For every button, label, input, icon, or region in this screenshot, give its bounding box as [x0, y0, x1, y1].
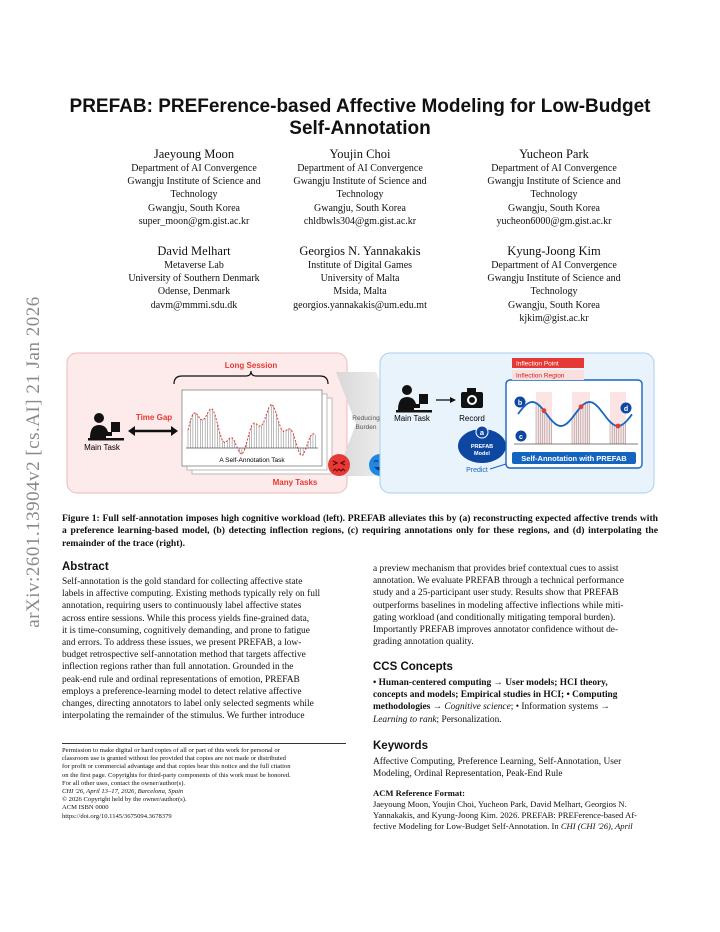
abstract-line: peak-end rule and ordinal representations of emotion, PREFAB [62, 674, 300, 685]
author-card [262, 243, 458, 312]
acm-ref-line-3b: CHI (CHI '26), April [560, 821, 633, 832]
abstract-line: Self-annotation is the gold standard for collecting affective state [62, 577, 303, 587]
author-affiliation: Department of AI Convergence [491, 260, 617, 271]
title-line-2: Self-Annotation [289, 118, 431, 139]
author-affiliation: Gwangju, South Korea [508, 202, 600, 214]
author-affiliation: Msida, Malta [333, 286, 387, 298]
abstract-line: gating workload (and conditionally mitigating temporal burden). [373, 612, 616, 623]
author-name: Kyung-Joong Kim [507, 244, 601, 258]
model-label: Model [474, 451, 490, 457]
badge-d-label: d [623, 406, 629, 413]
abstract-line: employs a preference-learning model to detect relative affective [62, 686, 302, 697]
ccs-line-4 [373, 714, 658, 726]
permission-notice [62, 747, 346, 788]
paper-title [60, 96, 660, 140]
permission-line: for profit or commercial advantage and that copies bear this notice and the full citation [62, 763, 291, 771]
isbn: ACM ISBN 0000 [62, 804, 109, 812]
abstract-line: budget retrospective self-annotation method that targets affective [62, 650, 306, 661]
author-affiliation: Gwangju Institute of Science and [127, 176, 261, 188]
author-name: Jaeyoung Moon [153, 147, 235, 161]
author-name: Youjin Choi [329, 147, 391, 161]
footnote-rule [62, 743, 346, 744]
acm-ref-line-3a: fective Modeling for Low-Budget Self-Annotation. In [373, 821, 561, 832]
abstract-line: a preview mechanism that provides brief contextual cues to assist [373, 564, 619, 574]
author-affiliation: Gwangju Institute of Science and [487, 176, 621, 188]
author-affiliation: Department of AI Convergence [491, 163, 617, 174]
abstract-line: interpolating the remainder of the stimulus. We further introduce [62, 711, 305, 722]
ccs-line-4b: ; Personalization. [436, 714, 502, 725]
abstract-line: across entire sessions. While this process yields fine-grained data, [62, 613, 310, 624]
author-affiliation: Odense, Denmark [157, 286, 231, 298]
author-affiliation: Gwangju Institute of Science and [293, 176, 427, 188]
doi-link[interactable]: https://doi.org/10.1145/3675094.3678379 [62, 812, 172, 820]
stressed-face-icon [328, 454, 350, 476]
many-tasks-label: Many Tasks [272, 478, 318, 487]
author-affiliation: University of Malta [320, 273, 400, 285]
abstract-line: and errors. To address these issues, we present PREFAB, a low- [62, 638, 302, 649]
keywords-line-2: Modeling, Ordinal Representation, Peak-End Rule [373, 769, 563, 780]
venue: CHI '26, April 13–17, 2026, Barcelona, Spain [62, 788, 184, 795]
figure-caption: Figure 1: Full self-annotation imposes high cognitive workload (left). PREFAB alleviates this by (a) reconstructing expected affective trends with a preference learning-based model, (b) detecting inflection regions, (c) requiring annotations only for these regions, and (d) interpolating the remainder of the trace (right). [62, 513, 658, 549]
author-card [456, 146, 652, 228]
acm-ref-line-3 [373, 821, 658, 832]
abstract-line: Importantly PREFAB improves annotator confidence without de- [373, 625, 619, 636]
badge-b-label: b [517, 400, 523, 407]
author-email[interactable]: chldbwls304@gm.gist.ac.kr [303, 215, 417, 227]
ccs-line-3c: ; • Information systems → [510, 702, 610, 713]
arxiv-identifier [16, 262, 52, 662]
ccs-line-3a: methodologies → [373, 702, 445, 713]
acm-ref-line-2: Yannakakis, and Kyung-Joong Kim. 2026. PREFAB: PREFerence-based Af- [373, 810, 637, 821]
author-email[interactable]: davm@mmmi.sdu.dk [150, 299, 238, 311]
long-session-label: Long Session [224, 361, 278, 370]
abstract-line: outperforms baselines in modeling affective inflections while miti- [373, 600, 624, 611]
author-affiliation: Technology [530, 189, 578, 201]
ccs-concepts [373, 677, 658, 726]
author-affiliation: Technology [336, 189, 384, 201]
annotation-task-card [182, 390, 322, 466]
ccs-line-4a: Learning to rank [373, 714, 437, 725]
burden-label: Burden [355, 424, 377, 431]
abstract-line: changes, directing annotators to label only selected segments while [62, 699, 314, 710]
abstract-left-column [62, 576, 346, 722]
abstract-line: it is time-consuming, cognitively demanding, and prone to fatigue [62, 625, 310, 636]
author-affiliation: Gwangju Institute of Science and [487, 273, 621, 285]
legend-region-label: Inflection Region [516, 372, 565, 380]
keywords [373, 756, 658, 780]
author-email[interactable]: yucheon6000@gm.gist.ac.kr [496, 215, 612, 227]
keywords-line-1: Affective Computing, Preference Learning, Self-Annotation, User [373, 757, 622, 767]
author-affiliation: Technology [170, 189, 218, 201]
self-annotation-prefab-label: Self-Annotation with PREFAB [521, 454, 627, 463]
abstract-right-column [373, 563, 658, 648]
abstract-line: annotation. We evaluate PREFAB through a technical performance [373, 576, 624, 587]
legend-point-label: Inflection Point [516, 360, 559, 368]
author-affiliation: Department of AI Convergence [131, 163, 257, 174]
ccs-line-2: concepts and models; Empirical studies in HCI; • Computing [373, 690, 618, 701]
author-affiliation: Technology [530, 286, 578, 298]
badge-a-label: a [479, 428, 485, 437]
publication-info [62, 788, 346, 821]
abstract-line: study and a 25-participant user study. Results show that PREFAB [373, 588, 619, 599]
ccs-heading: CCS Concepts [373, 661, 453, 673]
author-email[interactable]: kjkim@gist.ac.kr [519, 312, 589, 324]
author-affiliation: Metaverse Lab [164, 260, 224, 271]
record-label: Record [459, 414, 485, 423]
acm-ref-heading: ACM Reference Format: [373, 788, 465, 798]
main-task-label: Main Task [84, 443, 120, 452]
permission-line: on the first page. Copyrights for third-party components of this work must be honored. [62, 771, 291, 779]
author-email[interactable]: georgios.yannakakis@um.edu.mt [293, 299, 427, 311]
abstract-line: annotation, requiring users to continuously label affective states [62, 601, 302, 612]
figure-1 [66, 352, 656, 496]
main-task-right-label: Main Task [394, 414, 430, 423]
permission-line: classroom use is granted without fee provided that copies are not made or distributed [62, 755, 286, 763]
author-affiliation: Gwangju, South Korea [148, 202, 240, 214]
author-affiliation: Institute of Digital Games [307, 260, 413, 271]
figure-illustration [66, 352, 656, 496]
author-affiliation: Gwangju, South Korea [508, 299, 600, 311]
author-card [262, 146, 458, 228]
author-card [456, 243, 652, 325]
ccs-line-1: • Human-centered computing → User models; HCI theory, [373, 678, 608, 688]
arxiv-id-text: arXiv:2601.13904v2 [cs.AI] 21 Jan 2026 [23, 296, 44, 628]
author-email[interactable]: super_moon@gm.gist.ac.kr [138, 215, 250, 227]
author-name: Georgios N. Yannakakis [299, 244, 421, 258]
annotation-task-label: A Self-Annotation Task [219, 457, 285, 464]
abstract-heading: Abstract [62, 561, 109, 573]
badge-c-label: c [519, 434, 523, 441]
keywords-heading: Keywords [373, 740, 428, 752]
abstract-line: inflection regions rather than full annotation. Grounded in the [62, 662, 294, 673]
reducing-label: Reducing [352, 415, 380, 422]
copyright: © 2026 Copyright held by the owner/author(s). [62, 796, 187, 804]
title-line-1: PREFAB: PREFerence-based Affective Modeling for Low-Budget [69, 96, 651, 117]
permission-line: For all other uses, contact the owner/author(s). [62, 779, 186, 787]
ccs-line-3 [373, 701, 658, 713]
author-name: David Melhart [157, 244, 231, 258]
predict-label: Predict [466, 467, 488, 474]
author-affiliation: Department of AI Convergence [297, 163, 423, 174]
time-gap-label: Time Gap [135, 413, 173, 422]
author-affiliation: Gwangju, South Korea [314, 202, 406, 214]
author-affiliation: University of Southern Denmark [128, 273, 260, 285]
acm-reference [373, 799, 658, 833]
abstract-line: labels in affective computing. Existing methods typically rely on full [62, 589, 321, 600]
ccs-line-3b: Cognitive science [444, 702, 511, 713]
abstract-line: grading annotation quality. [373, 637, 474, 648]
acm-ref-line-1: Jaeyoung Moon, Youjin Choi, Yucheon Park, David Melhart, Georgios N. [373, 799, 627, 809]
author-name: Yucheon Park [519, 147, 589, 161]
prefab-label: PREFAB [470, 444, 494, 450]
permission-line: Permission to make digital or hard copies of all or part of this work for personal or [62, 747, 280, 754]
